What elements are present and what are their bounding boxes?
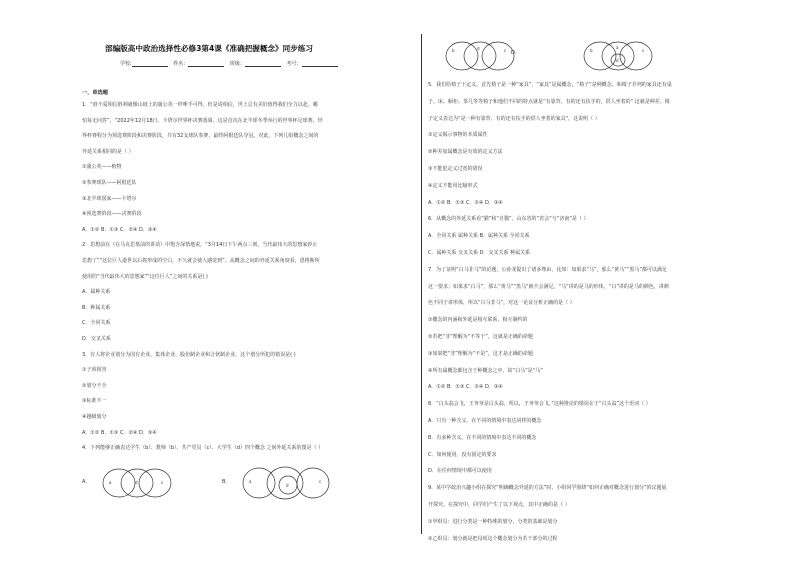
venn-diagram-a bbox=[95, 465, 195, 501]
exam-no-field[interactable] bbox=[302, 60, 338, 67]
right-text-line: ②乙组员：划分就是把母项这个概念划分为若干部分的过程 bbox=[428, 535, 558, 542]
svg-text:c: c bbox=[319, 479, 322, 484]
right-text-line: 5．我们给椅子下定义，首先椅子是一种“家具”，“家具”是属概念，“椅子”是种概念。和椅子并列的家具还有桌 bbox=[428, 82, 672, 88]
right-text-line: C．如何使用，没有固定的要求 bbox=[428, 451, 497, 458]
svg-text:b: b bbox=[590, 48, 593, 53]
left-text-line: 思想了”“这位巨人逝世以后将形成的空白，不久就会使人感觉到”。从概念之间的外延关系角度看，恩格斯所 bbox=[82, 258, 320, 264]
right-text-line: A．只有一种含义，在不同的情境中表达同样的概念 bbox=[428, 418, 542, 424]
right-text-line: 8．“白头翁会飞，王爷爷是白头翁，所以，王爷爷会飞。”这种推论的错误在于“白头翁”这个语词（ ） bbox=[428, 401, 651, 408]
right-text-line: ①甲组员：进行分类是一种特殊的划分，分类的基础是划分 bbox=[428, 518, 558, 525]
right-text-line: ①概念的内涵和外延是相互联系，相互制约的 bbox=[428, 317, 528, 324]
right-text-line: ④所有属概念都包含于种概念之中，故“白马”是“马” bbox=[428, 367, 543, 374]
svg-text:a: a bbox=[109, 480, 112, 485]
school-field[interactable] bbox=[132, 60, 168, 67]
school-label: 学校: bbox=[120, 61, 132, 67]
page-divider bbox=[421, 34, 422, 534]
name-label: 姓名： bbox=[173, 61, 189, 67]
left-text-line: B．种属关系 bbox=[82, 304, 111, 311]
left-text-line: ④越级划分 bbox=[82, 414, 107, 420]
left-text-line: 1．“谁不爱相信胜利就像山坡上的蒲公英一样唾手可得，但是请相信，世上总有美好值得我们全力以赴。哪 bbox=[82, 102, 318, 108]
left-text-line: 2．思想前在《在马克思墓前的讲话》中饱含深情地说，“3月14日下午两点三刻，当代最伟大的思想家停止 bbox=[82, 242, 318, 249]
left-text-line: ②参赛球队——阿根廷队 bbox=[82, 180, 137, 186]
student-info-line bbox=[120, 60, 342, 67]
left-text-line: D．交叉关系 bbox=[82, 336, 111, 342]
left-text-line: A．属种关系 bbox=[82, 289, 111, 296]
left-text-line: 外延关系相同的是（ ） bbox=[82, 148, 134, 155]
right-text-line: A．①② B．①③ C．②④ D．③④ bbox=[428, 199, 503, 206]
svg-text:d: d bbox=[477, 46, 480, 51]
left-text-line: 3．有人将企业划分为国有企业、集体企业、股份制企业和合伙制企业。这个划分所犯的错误是( ) bbox=[82, 351, 296, 358]
left-text-line: 使用的“当代最伟大的思想家”“这位巨人”之间的关系是( ) bbox=[82, 273, 208, 280]
right-text-line: ③如果把“非”理解为“不是”，这才是正确的命题 bbox=[428, 350, 533, 357]
left-text-line: ①子项相容 bbox=[82, 367, 107, 374]
left-text-line: 怕每无问答”，“2022年12月18日，卡塔尔世界杯决赛落幕，这是首次在北半球冬季举行的世界杯足球赛。世 bbox=[82, 117, 323, 124]
q4-option-b-label: B． bbox=[222, 479, 231, 485]
svg-text:b: b bbox=[452, 48, 455, 53]
right-text-line: ①定义揭示事物的本质属性 bbox=[428, 132, 488, 139]
left-text-line: 界杯赛程分为预选赛阶段和决赛阶段，共有32支球队参赛，最终阿根廷队夺冠。对此，下列几组概念之间的 bbox=[82, 133, 319, 140]
left-text-line: A．①② B．①③ C．②④ D．③④ bbox=[82, 226, 157, 233]
left-text-line: ④预选赛阶段——决赛阶段 bbox=[82, 211, 142, 218]
right-text-line: 色不同于讲形体，所以“白马非马”。对这一论证分析正确的是（ ） bbox=[428, 300, 575, 307]
right-text-line: 子、床、橱柜、茶几等等椅子和他们不同的特点就是“有靠背、有的还有扶手的，供人坐着的”.这就是种差。椅 bbox=[428, 98, 670, 105]
left-text-line: ①蒲公英——植物 bbox=[82, 164, 122, 171]
right-text-line: 这一要求；如果求“白马”，那么“黄马”“黑马”就不会满足。“马”讲的是马的形体，“白”讲的是马的颜色，讲颜 bbox=[428, 283, 669, 290]
right-text-line: A．①② B．①③ C．②④ D．③④ bbox=[428, 384, 503, 391]
class-field[interactable] bbox=[245, 60, 281, 67]
section-heading: 一、单选题 bbox=[82, 90, 108, 96]
left-text-line: 4．下列能够正确表达学生（b）、教师（b）、共产党员（c）、大学生（d）四个概念 之间外延关系的图是（ ） bbox=[82, 445, 324, 452]
right-text-line: ②若把“非”理解为“不等于”，这就是正确的命题 bbox=[428, 334, 533, 340]
svg-text:d: d bbox=[135, 480, 138, 485]
svg-text:c: c bbox=[504, 48, 507, 53]
right-text-line: B．有多种含义，在不同的情境中表达不同的概念 bbox=[428, 434, 537, 441]
svg-text:d: d bbox=[286, 483, 289, 488]
right-text-line: C．属种关系 交叉关系 D．交叉关系 种属关系 bbox=[428, 250, 531, 256]
venn-diagram-d bbox=[578, 38, 658, 74]
right-text-line: 开探究。在探究中，同学们产生了以下观点，其中正确的是（ ） bbox=[428, 502, 570, 508]
svg-text:a: a bbox=[249, 479, 252, 484]
svg-text:c: c bbox=[642, 48, 645, 53]
venn-diagram-c bbox=[440, 38, 520, 74]
right-text-line: 子定义表达为“是一种有靠背、有的还有扶手的供人坐着的家具”。这说明（ ） bbox=[428, 115, 600, 122]
svg-text:a: a bbox=[616, 45, 619, 50]
option-d-label: D． bbox=[511, 50, 520, 56]
right-text-line: A．全同关系 属种关系 B．属种关系 全同关系 bbox=[428, 233, 530, 240]
page-title: 部编版高中政治选择性必修3第4课《准确把握概念》同步练习 bbox=[105, 44, 314, 53]
left-text-line: A．①② B．①③ C．②④ D．③④ bbox=[82, 429, 157, 436]
right-text-line: ③不能犯定义过宽的错误 bbox=[428, 166, 483, 172]
right-text-line: ④定义不能用比喻形式 bbox=[428, 182, 478, 189]
right-text-line: 6．从概念的外延关系看“猫”和“自猫”，山东省的“省会”与“济南”是（ ） bbox=[428, 216, 589, 223]
name-field[interactable] bbox=[188, 60, 224, 67]
left-text-line: ③北半球国家——卡塔尔 bbox=[82, 195, 137, 202]
right-text-line: ②种差加属概念是有效的定义方法 bbox=[428, 149, 503, 156]
class-label: 班级： bbox=[229, 61, 245, 67]
right-text-line: D．在任何情境中都可以使用 bbox=[428, 468, 492, 475]
left-text-line: ②划分不全 bbox=[82, 382, 107, 389]
left-text-line: C．全同关系 bbox=[82, 320, 111, 327]
venn-diagram-b bbox=[233, 463, 343, 503]
svg-text:d: d bbox=[616, 58, 619, 63]
right-text-line: 7．为了证明“白马非马”的论题，公孙龙提出了诸多理由，比如：如果求“马”，那么“黄马”“黑马”都可以满足 bbox=[428, 266, 667, 273]
right-text-line: 9．某中学政治兴趣小组在探究“明确概念外延的方法”时，小组同学围绕“如何正确对概念进行划分”的议题展 bbox=[428, 485, 667, 492]
left-text-line: ③标准不一 bbox=[82, 398, 107, 405]
svg-text:c: c bbox=[161, 480, 164, 485]
exam-no-label: 考号： bbox=[286, 61, 302, 67]
q4-option-a-label: A． bbox=[82, 479, 91, 485]
